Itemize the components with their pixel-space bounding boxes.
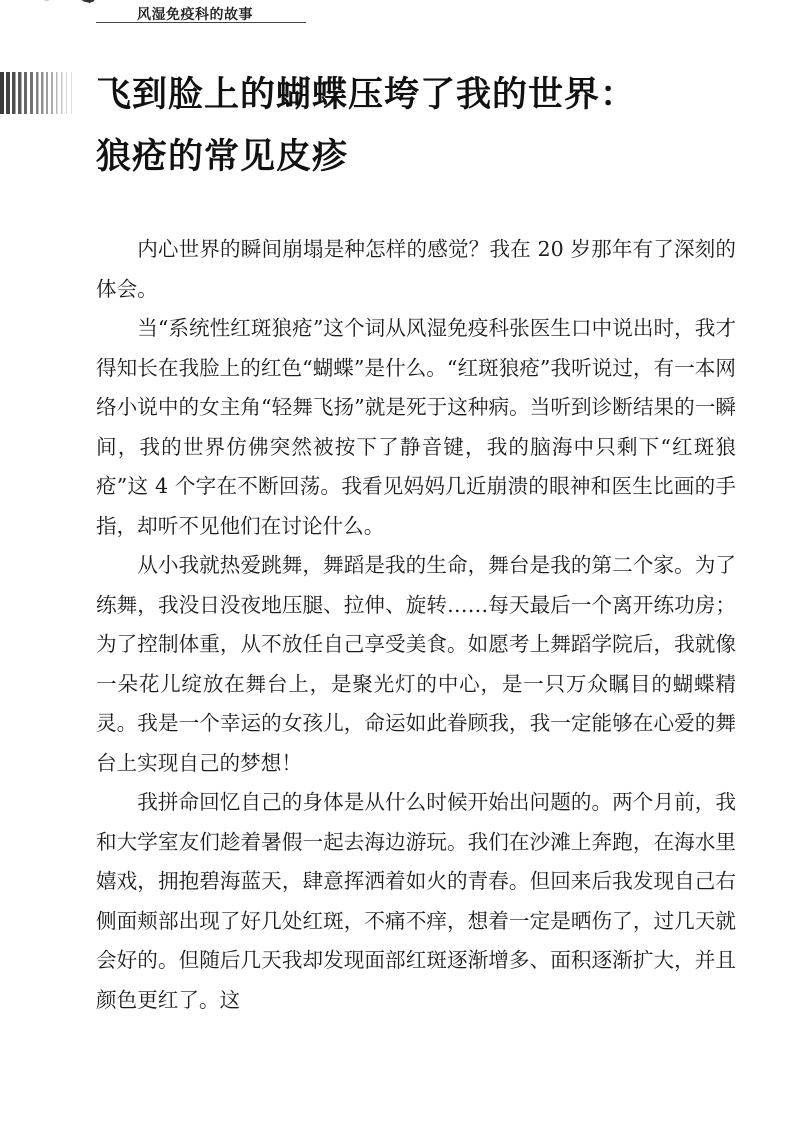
article-title-line-2: 狼疮的常见皮疹 [96,136,349,177]
paragraph: 从小我就热爱跳舞，舞蹈是我的生命，舞台是我的第二个家。为了练舞，我没日没夜地压腿、拉伸、旋转……每天最后一个离开练功房；为了控制体重，从不放任自己享受美食。如愿考上舞蹈学院后，我就像一朵花儿绽放在舞台上，是聚光灯的中心，是一只万众瞩目的蝴蝶精灵。我是一个幸运的女孩儿，命运如此眷顾我，我一定能够在心爱的舞台上实现自己的梦想！ [96,553,736,775]
paragraph: 我拼命回忆自己的身体是从什么时候开始出问题的。两个月前，我和大学室友们趁着暑假一起去海边游玩。我们在沙滩上奔跑，在海水里嬉戏，拥抱碧海蓝天，肆意挥洒着如火的青春。但回来后我发现自己右侧面颊部出现了好几处红斑，不痛不痒，想着一定是晒伤了，过几天就会好的。但随后几天我却发现面部红斑逐渐增多、面积逐渐扩大，并且颜色更红了。这 [96,790,736,1012]
article-body [96,230,736,1020]
running-header: 风湿免疫科的故事 [137,7,253,23]
article-title [96,64,776,188]
paragraph: 当“系统性红斑狼疮”这个词从风湿免疫科张医生口中说出时，我才得知长在我脸上的红色“蝴蝶”是什么。“红斑狼疮”我听说过，有一本网络小说中的女主角“轻舞飞扬”就是死于这种病。当听到诊断结果的一瞬间，我的世界仿佛突然被按下了静音键，我的脑海中只剩下“红斑狼疮”这 4 个字在不断回荡。我看见妈妈几近崩溃的眼神和医生比画的手指，却听不见他们在讨论什么。 [96,316,736,538]
paragraph: 内心世界的瞬间崩塌是种怎样的感觉？我在 20 岁那年有了深刻的体会。 [96,237,736,301]
decorative-stripes-icon [0,72,76,114]
header-brush-mark-icon [36,0,100,8]
article-title-line-1: 飞到脸上的蝴蝶压垮了我的世界： [96,74,637,115]
